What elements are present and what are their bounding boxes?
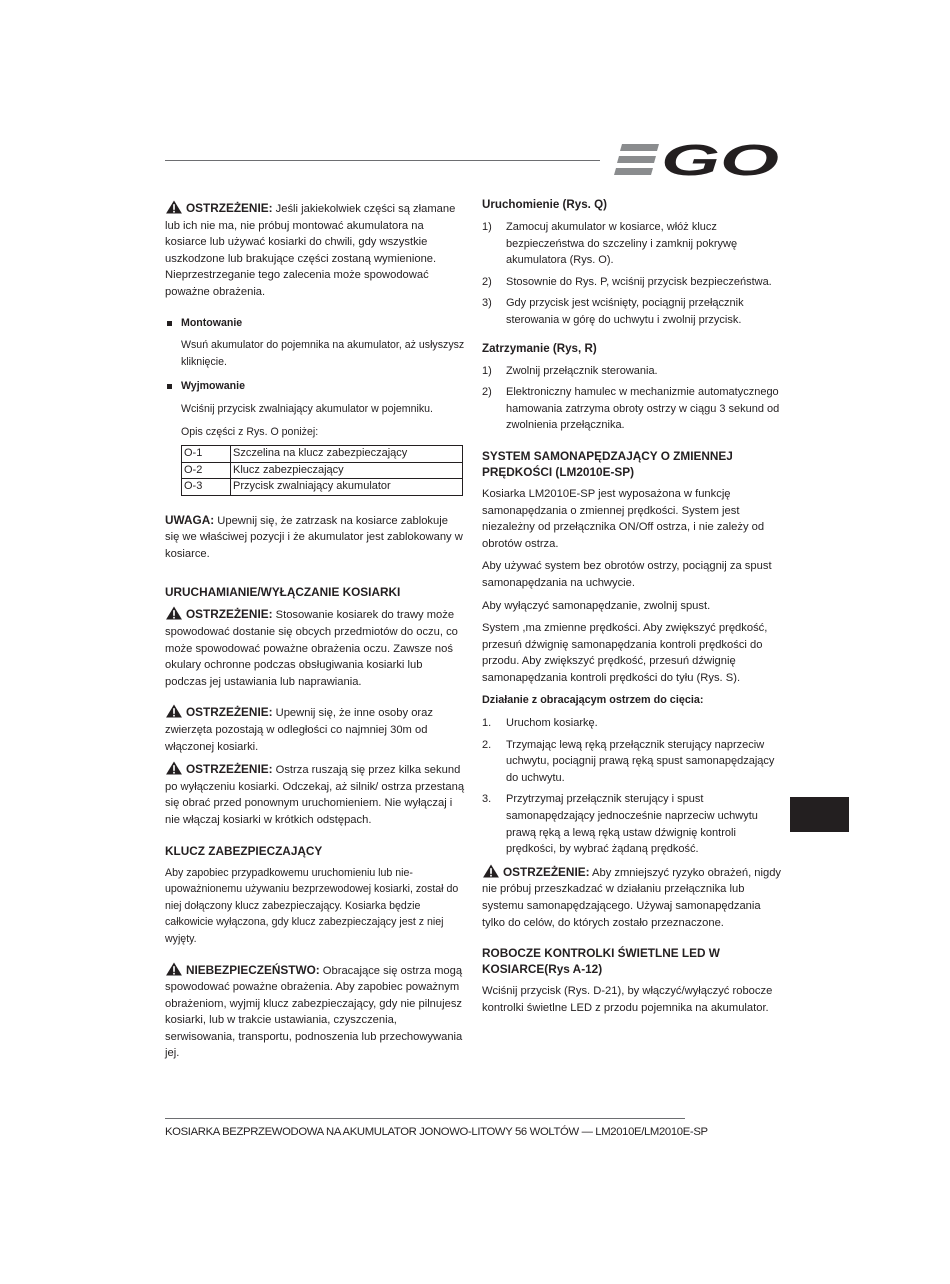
warning-label: OSTRZEŻENIE: — [186, 201, 273, 215]
self-propel-text-2: Aby używać system bez obrotów ostrzy, pociągnij za spust samonapędzania na uchwycie. — [482, 560, 772, 589]
warning-label: OSTRZEŻENIE: — [503, 864, 590, 879]
warning-text: Jeśli jakiekolwiek części są złamane lub ich nie ma, nie próbuj montować akumulatora na kosiarce lub używać kosiarki do chwili, gdy wszystkie uszkodzone lub brakujące części zostaną wymienione. Nieprzestrzeganie tego zalecenia może spowodować poważne obrażenia. — [165, 203, 456, 298]
uwaga-label: UWAGA: — [165, 512, 215, 527]
step-text: Stosownie do Rys. P, wciśnij przycisk bezpieczeństwa. — [506, 275, 772, 288]
warning-icon — [165, 606, 183, 620]
montowanie-title: Montowanie — [181, 316, 243, 329]
section-title-stopping: Zatrzymanie (Rys, R) — [482, 341, 597, 355]
uwaga-note — [165, 512, 465, 563]
uwaga-text: Upewnij się, że zatrzask na kosiarce zablokuje się we właściwej pozycji i że akumulator jest zablokowany w kosiarce. — [165, 514, 463, 560]
parts-table — [181, 445, 463, 496]
warning-self-propel — [482, 864, 782, 931]
self-propel-text-1: Kosiarka LM2010E-SP jest wyposażona w funkcję samonapędzania o zmiennej prędkości. System jest niezależny od przełącznika ON/Off ostrza, i nie zależy od obrotów ostrza. — [482, 487, 765, 550]
warning-label: OSTRZEŻENIE: — [186, 607, 273, 622]
step-number: 1) — [482, 364, 492, 377]
list-item — [482, 384, 782, 434]
self-propel-text-3: Aby wyłączyć samonapędzanie, zwolnij spust. — [482, 599, 711, 612]
section-title-start-stop: URUCHAMIANIE/WYŁĄCZANIE KOSIARKI — [165, 585, 401, 600]
warning-distance — [165, 704, 465, 755]
warning-icon — [482, 864, 500, 878]
list-item — [482, 715, 782, 732]
step-number: 3. — [482, 793, 492, 806]
montowanie-heading — [165, 315, 465, 332]
page-footer: KOSIARKA BEZPRZEWODOWA NA AKUMULATOR JONOWO-LITOWY 56 WOLTÓW — LM2010E/LM2010E-SP — [165, 1126, 708, 1138]
page-tab-marker — [790, 797, 849, 832]
step-text: Zamocuj akumulator w kosiarce, włóż klucz bezpieczeństwa do szczeliny i zamknij pokrywę akumulatora (Rys. O). — [506, 221, 738, 267]
parts-caption: Opis części z Rys. O poniżej: — [181, 425, 319, 438]
step-text: Zwolnij przełącznik sterowania. — [506, 364, 658, 377]
section-title-startup: Uruchomienie (Rys. Q) — [482, 198, 607, 211]
step-number: 2. — [482, 738, 492, 751]
warning-text: Upewnij się, że inne osoby oraz zwierzęta pozostają w odległości co najmniej 30m od włączonej kosiarki. — [165, 707, 433, 753]
bullet-square-icon — [167, 321, 172, 326]
table-row — [182, 479, 463, 496]
warning-text: Stosowanie kosiarek do trawy może spowodować dostanie się obcych przedmiotów do oczu, co może spowodować poważne obrażenia oczu. Zawsze noś okulary ochronne podczas obsługiwania kosiarki lub podczas jej ustawiania lub naprawiania. — [165, 609, 458, 688]
part-code: O-1 — [182, 446, 231, 463]
table-row — [182, 462, 463, 479]
section-title-operation: Działanie z obracającym ostrzem do cięcia: — [482, 694, 704, 707]
warning-text: Aby zmniejszyć ryzyko obrażeń, nigdy nie próbuj przeszkadzać w działaniu przełącznika lub systemu samonapędzającego. Używaj samonapędzania tylko do celów, do których zostało przeznaczone. — [482, 866, 782, 929]
step-number: 1. — [482, 717, 492, 730]
led-text: Wciśnij przycisk (Rys. D-21), by włączyć/wyłączyć robocze kontrolki świetlne LED z przodu pojemnika na akumulator. — [482, 985, 773, 1014]
self-propel-text-4: System ,ma zmienne prędkości. Aby zwiększyć prędkość, przesuń dźwignię samonapędzania kontroli prędkości do przodu. Aby zwiększyć prędkość, przesuń dźwignię samonapędzania kontroli prędkości do tyłu (Rys. S). — [482, 622, 768, 684]
right-column — [482, 197, 782, 1016]
danger-label: NIEBEZPIECZEŃSTWO: — [186, 962, 320, 977]
list-item — [482, 791, 782, 857]
warning-icon — [165, 200, 183, 214]
ego-logo — [613, 141, 780, 179]
footer-rule — [165, 1118, 685, 1119]
warning-icon — [165, 962, 183, 976]
list-item — [482, 295, 782, 328]
safety-key-text: Aby zapobiec przypadkowemu uruchomieniu lub nie-upoważnionemu używaniu bezprzewodowej kosiarki, został do niej dołączony klucz zabezpieczający. Kosiarka będzie całkowicie wyłączona, gdy klucz zabezpieczający jest z niej wyjęty. — [165, 866, 459, 945]
danger-text: Obracające się ostrza mogą spowodować poważne obrażenia. Aby zapobiec poważnym obrażeniom, wyjmij klucz zabezpieczający, gdy nie pilnujesz kosiarki, lub w trakcie ustawiania, czyszczenia, serwisowania, transportu, podnoszenia lub przechowywania jej. — [165, 964, 463, 1060]
warning-broken-parts — [165, 200, 465, 301]
montowanie-text: Wsuń akumulator do pojemnika na akumulator, aż usłyszysz kliknięcie. — [181, 339, 465, 368]
warning-icon — [165, 761, 183, 775]
warning-blades-moving — [165, 761, 465, 828]
list-item — [482, 219, 782, 269]
warning-label: OSTRZEŻENIE: — [186, 762, 273, 777]
step-text: Gdy przycisk jest wciśnięty, pociągnij przełącznik sterowania w górę do uchwytu i zwolnij przycisk. — [506, 297, 744, 326]
warning-icon — [165, 704, 183, 718]
step-text: Elektroniczny hamulec w mechanizmie automatycznego hamowania zatrzyma obroty ostrzy w ciągu 3 sekund od zwolnienia przełącznika. — [506, 386, 780, 432]
list-item — [482, 737, 782, 787]
wyjmowanie-heading — [165, 378, 465, 395]
header-rule — [165, 160, 600, 161]
step-text: Przytrzymaj przełącznik sterujący i spust samonapędzający jednocześnie naprzeciw uchwytu prawą ręką a lewą ręką ustaw dźwignię kontroli prędkości, by wybrać żądaną prędkość. — [506, 793, 758, 856]
section-title-safety-key: KLUCZ ZABEZPIECZAJĄCY — [165, 843, 323, 858]
step-text: Uruchom kosiarkę. — [506, 717, 598, 730]
step-number: 2) — [482, 386, 492, 399]
svg-text:GO: GO — [661, 141, 779, 179]
startup-steps — [482, 219, 782, 329]
stopping-steps — [482, 363, 782, 434]
bullet-square-icon — [167, 384, 172, 389]
section-title-led: ROBOCZE KONTROLKI ŚWIETLNE LED W KOSIARCE(Rys A-12) — [482, 946, 720, 977]
warning-label: OSTRZEŻENIE: — [186, 705, 273, 720]
section-title-self-propel: SYSTEM SAMONAPĘDZAJĄCY O ZMIENNEJ PRĘDKOŚCI (LM2010E-SP) — [482, 448, 733, 479]
table-row — [182, 446, 463, 463]
step-number: 2) — [482, 275, 492, 288]
warning-text: Ostrza ruszają się przez kilka sekund po wyłączeniu kosiarki. Odczekaj, aż silnik/ ostrza przestaną się obrać przed ponownym uruchomieniem. Nie wyłączaj i nie włączaj kosiarki w krótkich odstępach. — [165, 764, 465, 826]
part-desc: Szczelina na klucz zabezpieczający — [231, 446, 463, 463]
wyjmowanie-text: Wciśnij przycisk zwalniający akumulator w pojemniku. — [181, 402, 433, 415]
danger-rotating-blades — [165, 962, 465, 1063]
warning-eye-protection — [165, 606, 465, 690]
step-text: Trzymając lewą ręką przełącznik sterujący naprzeciw uchwytu, pociągnij prawą ręką spust samonapędzający do uchwytu. — [506, 738, 775, 784]
list-item — [482, 274, 782, 291]
list-item — [482, 363, 782, 380]
part-code: O-3 — [182, 479, 231, 496]
operation-steps — [482, 715, 782, 858]
part-code: O-2 — [182, 462, 231, 479]
step-number: 3) — [482, 297, 492, 310]
left-column — [165, 200, 465, 1062]
step-number: 1) — [482, 221, 492, 233]
part-desc: Przycisk zwalniający akumulator — [231, 479, 463, 496]
part-desc: Klucz zabezpieczający — [231, 462, 463, 479]
wyjmowanie-title: Wyjmowanie — [181, 380, 245, 393]
